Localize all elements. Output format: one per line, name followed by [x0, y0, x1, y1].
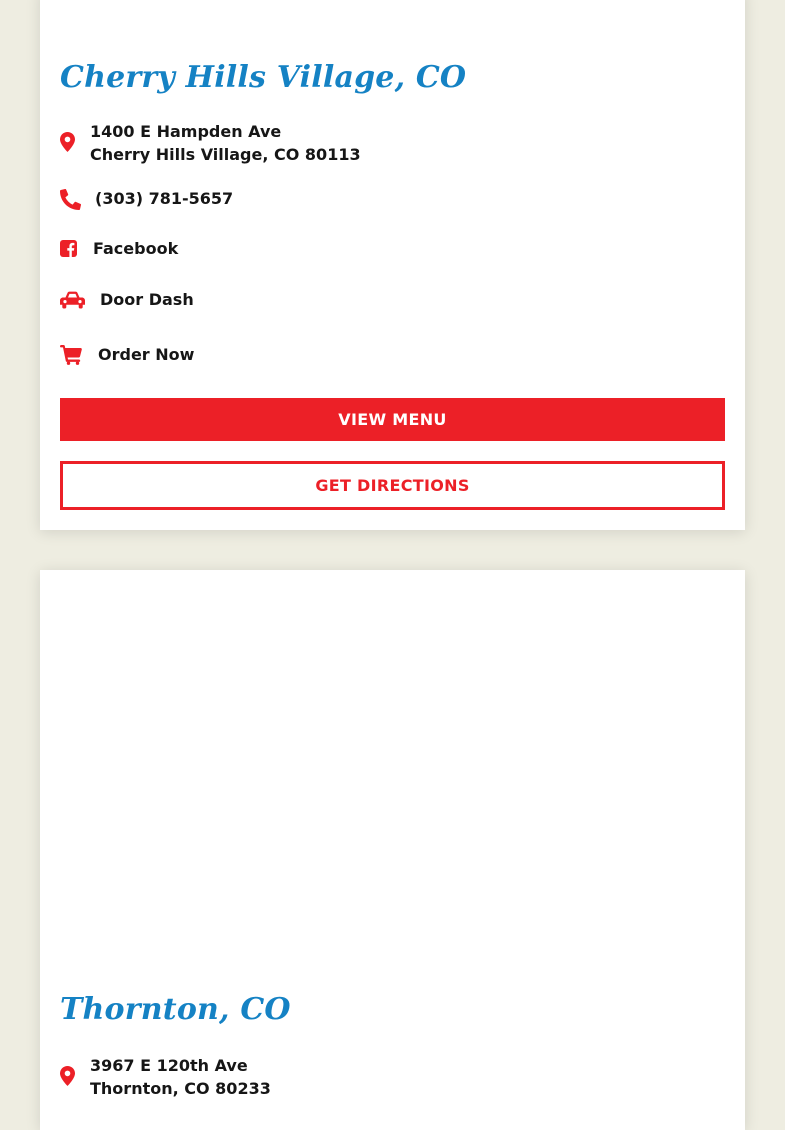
address-line-2: Cherry Hills Village, CO 80113 [90, 145, 361, 164]
address-line-1: 1400 E Hampden Ave [90, 122, 282, 141]
doordash-link[interactable]: Door Dash [100, 290, 194, 309]
car-icon [60, 291, 85, 309]
map-pin-icon [60, 1066, 75, 1086]
location-title: Thornton, CO [60, 992, 291, 1027]
address-text [90, 120, 361, 166]
facebook-icon [60, 240, 77, 257]
address-text [90, 1054, 271, 1100]
get-directions-button[interactable]: GET DIRECTIONS [60, 461, 725, 510]
map-pin-icon [60, 132, 75, 152]
order-now-link[interactable]: Order Now [98, 345, 195, 364]
phone-link[interactable]: (303) 781-5657 [95, 189, 234, 208]
shopping-cart-icon [60, 345, 82, 365]
view-menu-button[interactable]: VIEW MENU [60, 398, 725, 441]
location-image-area [40, 570, 745, 970]
facebook-link[interactable]: Facebook [93, 239, 179, 258]
phone-icon [60, 189, 81, 210]
location-card-thornton [40, 570, 745, 1130]
address-line-1: 3967 E 120th Ave [90, 1056, 248, 1075]
location-card-cherry-hills [40, 0, 745, 530]
location-title: Cherry Hills Village, CO [60, 60, 467, 95]
address-line-2: Thornton, CO 80233 [90, 1079, 271, 1098]
